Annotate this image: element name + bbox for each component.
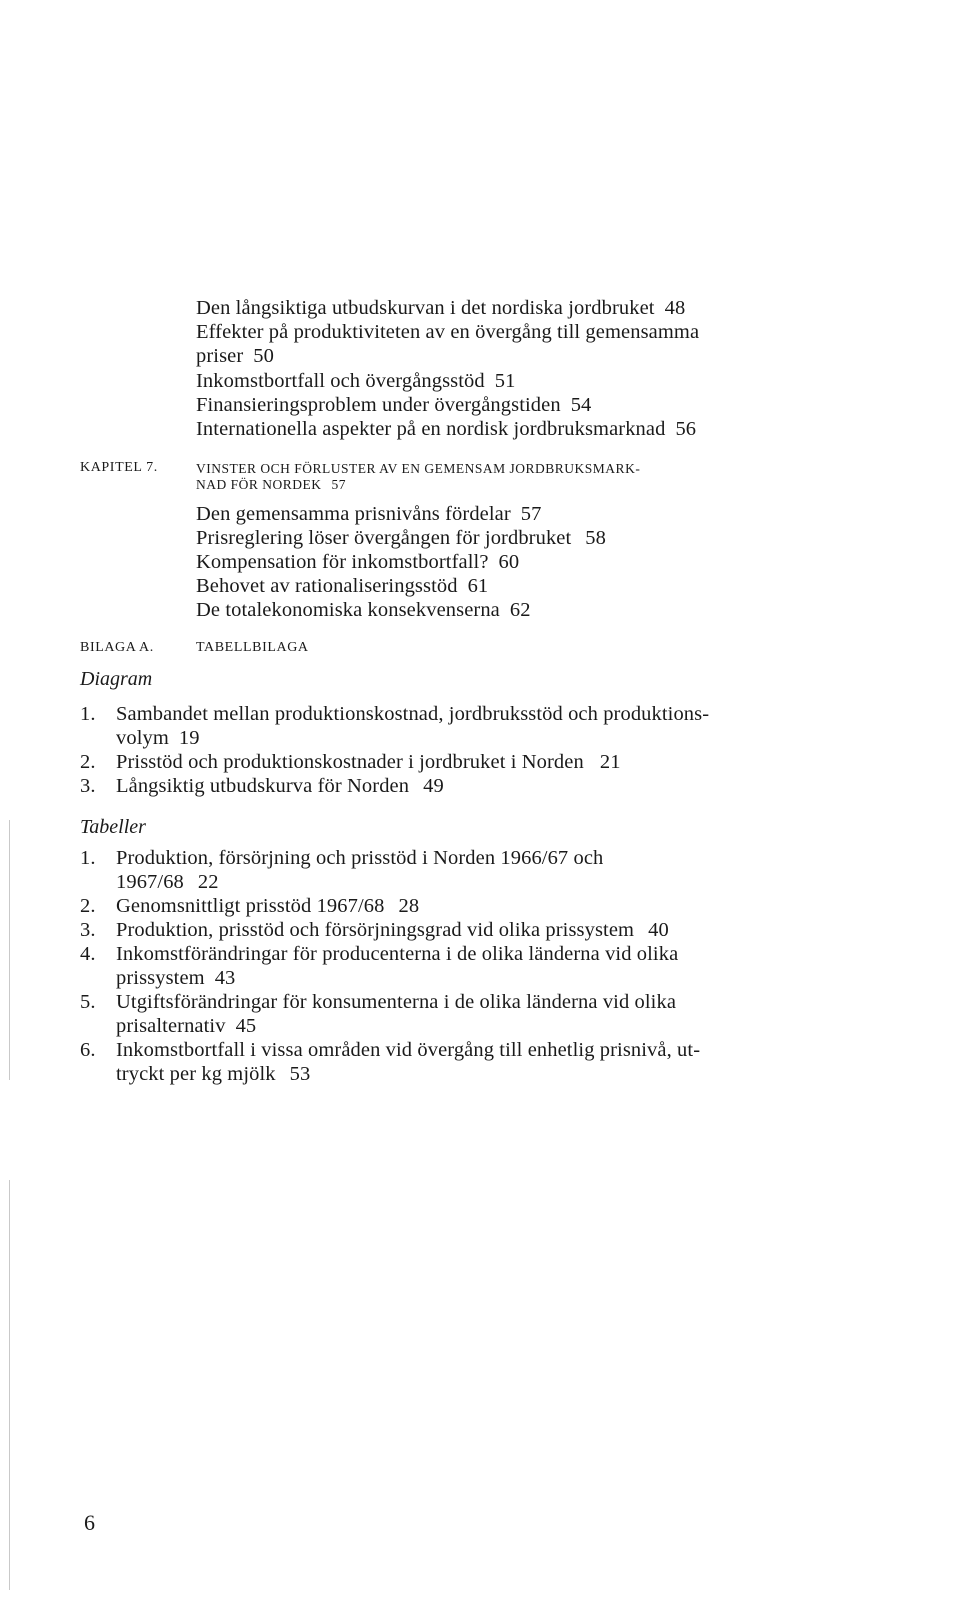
toc-entry: Effekter på produktiviteten av en övergång till gemensamma bbox=[196, 321, 700, 343]
table-item-cont: prissystem 43 bbox=[116, 967, 236, 989]
toc-entry: Behovet av rationaliseringsstöd 61 bbox=[196, 575, 489, 597]
table-item: 5. Utgiftsförändringar för konsumenterna i de olika länderna vid olika bbox=[80, 991, 677, 1013]
diagram-item: 2. Prisstöd och produktionskostnader i jordbruket i Norden 21 bbox=[80, 751, 621, 773]
toc-entry: Prisreglering löser övergången för jordbruket 58 bbox=[196, 527, 606, 549]
scan-edge-mark bbox=[9, 820, 10, 1080]
toc-entry: priser 50 bbox=[196, 345, 274, 367]
diagram-item: 1. Sambandet mellan produktionskostnad, jordbruksstöd och produktions- bbox=[80, 703, 710, 725]
scan-edge-mark-lower bbox=[9, 1180, 10, 1590]
toc-entry: De totalekonomiska konsekvenserna 62 bbox=[196, 599, 531, 621]
toc-entry: Den långsiktiga utbudskurvan i det nordiska jordbruket 48 bbox=[196, 297, 686, 319]
toc-entry: Finansieringsproblem under övergångstiden 54 bbox=[196, 394, 592, 416]
table-item: 4. Inkomstförändringar för producenterna i de olika länderna vid olika bbox=[80, 943, 679, 965]
table-item: 6. Inkomstbortfall i vissa områden vid övergång till enhetlig prisnivå, ut- bbox=[80, 1039, 701, 1061]
toc-entry: Internationella aspekter på en nordisk jordbruksmarknad 56 bbox=[196, 418, 697, 440]
page-number: 6 bbox=[84, 1510, 95, 1535]
table-item-cont: tryckt per kg mjölk 53 bbox=[116, 1063, 311, 1085]
tabeller-heading: Tabeller bbox=[80, 816, 146, 838]
appendix-title: TABELLBILAGA bbox=[196, 640, 309, 655]
diagram-item: 3. Långsiktig utbudskurva för Norden 49 bbox=[80, 775, 444, 797]
chapter-title-line2: NAD FÖR NORDEK 57 bbox=[196, 477, 347, 492]
toc-entry: Inkomstbortfall och övergångsstöd 51 bbox=[196, 370, 516, 392]
toc-entry: Kompensation för inkomstbortfall? 60 bbox=[196, 551, 520, 573]
table-item: 1. Produktion, försörjning och prisstöd i Norden 1966/67 och bbox=[80, 847, 604, 869]
table-item-cont: prisalternativ 45 bbox=[116, 1015, 257, 1037]
table-item-cont: 1967/68 22 bbox=[116, 871, 219, 893]
chapter-title-line1: VINSTER OCH FÖRLUSTER AV EN GEMENSAM JORDBRUKSMARK- bbox=[196, 461, 641, 476]
diagram-heading: Diagram bbox=[80, 668, 153, 690]
chapter-label: KAPITEL 7. bbox=[80, 460, 158, 475]
table-item: 3. Produktion, prisstöd och försörjningsgrad vid olika prissystem 40 bbox=[80, 919, 669, 941]
toc-entry: Den gemensamma prisnivåns fördelar 57 bbox=[196, 503, 542, 525]
appendix-label: BILAGA A. bbox=[80, 640, 154, 655]
table-item: 2. Genomsnittligt prisstöd 1967/68 28 bbox=[80, 895, 420, 917]
diagram-item-cont: volym 19 bbox=[116, 727, 200, 749]
